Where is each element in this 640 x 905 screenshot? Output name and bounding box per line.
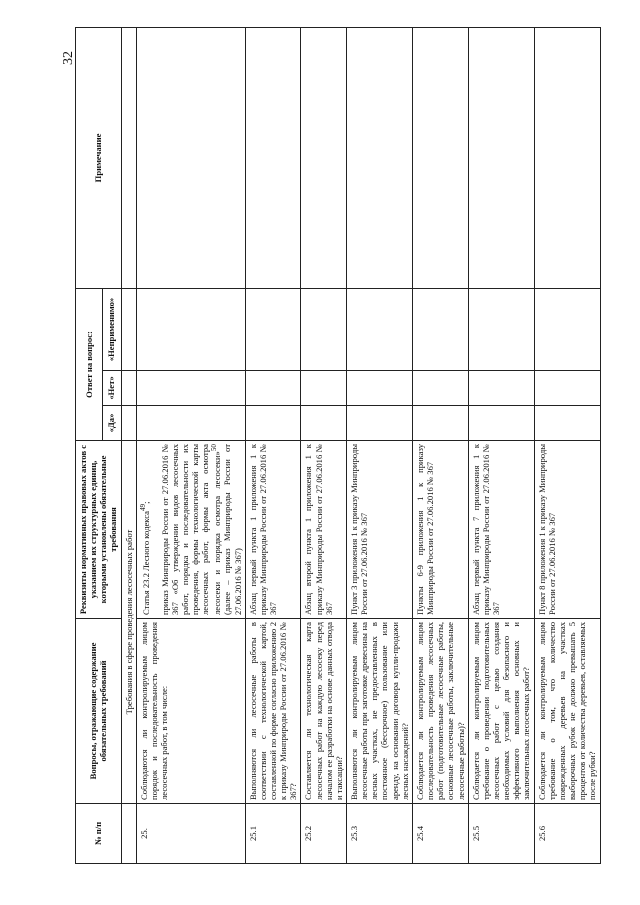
- requisite-code: Статья 23.2 Лесного кодекса: [140, 511, 151, 615]
- header-na: «Неприменимо»: [102, 288, 121, 370]
- header-answer: Ответ на вопрос:: [76, 288, 103, 440]
- header-note: Примечание: [76, 27, 122, 288]
- header-no: «Нет»: [102, 371, 121, 406]
- table-row: [301, 27, 347, 863]
- answer-no-cell[interactable]: [136, 371, 245, 406]
- note-cell[interactable]: [468, 27, 534, 288]
- table-row: [468, 27, 534, 863]
- note-cell[interactable]: [346, 27, 412, 288]
- row-requisites: Пункты 6-9 приложения 1 к приказу Минприроды России от 27.06.2016 № 367: [412, 441, 468, 619]
- row-question: Соблюдается ли контролируемым лицом последовательность проведения лесосечных работ (подготовительные лесосечные работы, основные лесосечные работы, заключительные лесосечные работы)?: [412, 619, 468, 804]
- row-num: 25.6: [534, 804, 600, 864]
- answer-na-cell[interactable]: [245, 288, 301, 370]
- answer-na-cell[interactable]: [346, 288, 412, 370]
- header-num: № п/п: [76, 804, 122, 864]
- checklist-table: [75, 27, 601, 864]
- answer-yes-cell[interactable]: [468, 406, 534, 441]
- answer-na-cell[interactable]: [301, 288, 347, 370]
- row-num: 25.2: [301, 804, 347, 864]
- answer-na-cell[interactable]: [412, 288, 468, 370]
- answer-yes-cell[interactable]: [534, 406, 600, 441]
- note-cell[interactable]: [136, 27, 245, 288]
- punct: ;: [140, 501, 151, 504]
- row-requisites: [136, 441, 245, 619]
- answer-no-cell[interactable]: [534, 371, 600, 406]
- answer-no-cell[interactable]: [412, 371, 468, 406]
- table-row: [412, 27, 468, 863]
- table-row: [136, 27, 245, 863]
- footnote-ref: 50: [210, 444, 219, 452]
- row-num: 25.4: [412, 804, 468, 864]
- row-question: Соблюдаются ли контролируемым лицом порядок и последовательность проведения лесосечных работ, в том числе:: [136, 619, 245, 804]
- requisite-order: приказ Минприроды России от 27.06.2016 № 367 «Об утверждении видов лесосечных работ, порядка и последовательности их проведения, формы технологической карты лесосечных работ, формы акта осмотра лесосеки и порядка осмотра лесосеки»: [159, 444, 223, 615]
- answer-yes-cell[interactable]: [136, 406, 245, 441]
- row-requisites: Абзац первый пункта 7 приложения 1 к приказу Минприроды России от 27.06.2016 № 367: [468, 441, 534, 619]
- row-question: Составляется ли технологическая карта лесосечных работ на каждую лесосеку перед началом ее разработки на основе данных отвода и таксации?: [301, 619, 347, 804]
- note-cell[interactable]: [412, 27, 468, 288]
- note-cell[interactable]: [534, 27, 600, 288]
- row-question: Выполняются ли контролируемым лицом лесосечные работы при заготовке древесины на лесных участках, не предоставленных в постоянное (бессрочное) пользование или аренду, на основании договора купли-продажи лесных насаждений?: [346, 619, 412, 804]
- answer-yes-cell[interactable]: [412, 406, 468, 441]
- answer-yes-cell[interactable]: [301, 406, 347, 441]
- row-num: 25.5: [468, 804, 534, 864]
- page-number: 32: [61, 51, 76, 65]
- rotated-content: [55, 28, 617, 864]
- row-requisites: Пункт 3 приложения 1 к приказу Минприроды России от 27.06.2016 № 367: [346, 441, 412, 619]
- row-num: 25.1: [245, 804, 301, 864]
- row-num: 25.3: [346, 804, 412, 864]
- table-row: [121, 27, 136, 863]
- table-row: [245, 27, 301, 863]
- answer-no-cell[interactable]: [301, 371, 347, 406]
- table-row: [346, 27, 412, 863]
- answer-yes-cell[interactable]: [245, 406, 301, 441]
- row-requisites: Абзац первый пункта 1 приложения 1 к приказу Минприроды России от 27.06.2016 № 367: [245, 441, 301, 619]
- header-requisites: Реквизиты нормативных правовых актов с указанием их структурных единиц, которыми установлены обязательные требования: [76, 441, 122, 619]
- note-cell[interactable]: [245, 27, 301, 288]
- answer-no-cell[interactable]: [346, 371, 412, 406]
- table-row: [534, 27, 600, 863]
- row-num: 25.: [136, 804, 245, 864]
- answer-yes-cell[interactable]: [346, 406, 412, 441]
- answer-no-cell[interactable]: [245, 371, 301, 406]
- answer-na-cell[interactable]: [468, 288, 534, 370]
- requisite-order-tail: (далее – приказ Минприроды России от 27.06.2016 № 367): [222, 444, 243, 615]
- note-cell[interactable]: [301, 27, 347, 288]
- row-question: Выполняются ли лесосечные работы в соответствии с технологической картой, составленной по форме согласно приложению 2 к приказу Минприроды России от 27.06.2016 № 367?: [245, 619, 301, 804]
- empty-cell: [121, 804, 136, 864]
- answer-no-cell[interactable]: [468, 371, 534, 406]
- row-question: Соблюдается ли контролируемым лицом требование о том, что количество поврежденных деревьев на участках выборочных рубок не должно превышать 5 процентов от количества деревьев, оставляемых после рубки?: [534, 619, 600, 804]
- answer-na-cell[interactable]: [534, 288, 600, 370]
- row-requisites: Пункт 8 приложения 1 к приказу Минприроды России от 27.06.2016 № 367: [534, 441, 600, 619]
- section-title: Требования в сфере проведения лесосечных работ: [121, 441, 136, 804]
- row-question: Соблюдается ли контролируемым лицом требование о проведении подготовительных лесосечных работ с целью создания необходимых условий для безопасного и эффективного выполнения основных и заключительных лесосечных работ?: [468, 619, 534, 804]
- header-question: Вопросы, отражающие содержание обязательных требований: [76, 619, 122, 804]
- footnote-ref: 49: [138, 503, 147, 512]
- row-requisites: Абзац второй пункта 1 приложения 1 к приказу Минприроды России от 27.06.2016 № 367: [301, 441, 347, 619]
- header-yes: «Да»: [102, 406, 121, 441]
- answer-na-cell[interactable]: [136, 288, 245, 370]
